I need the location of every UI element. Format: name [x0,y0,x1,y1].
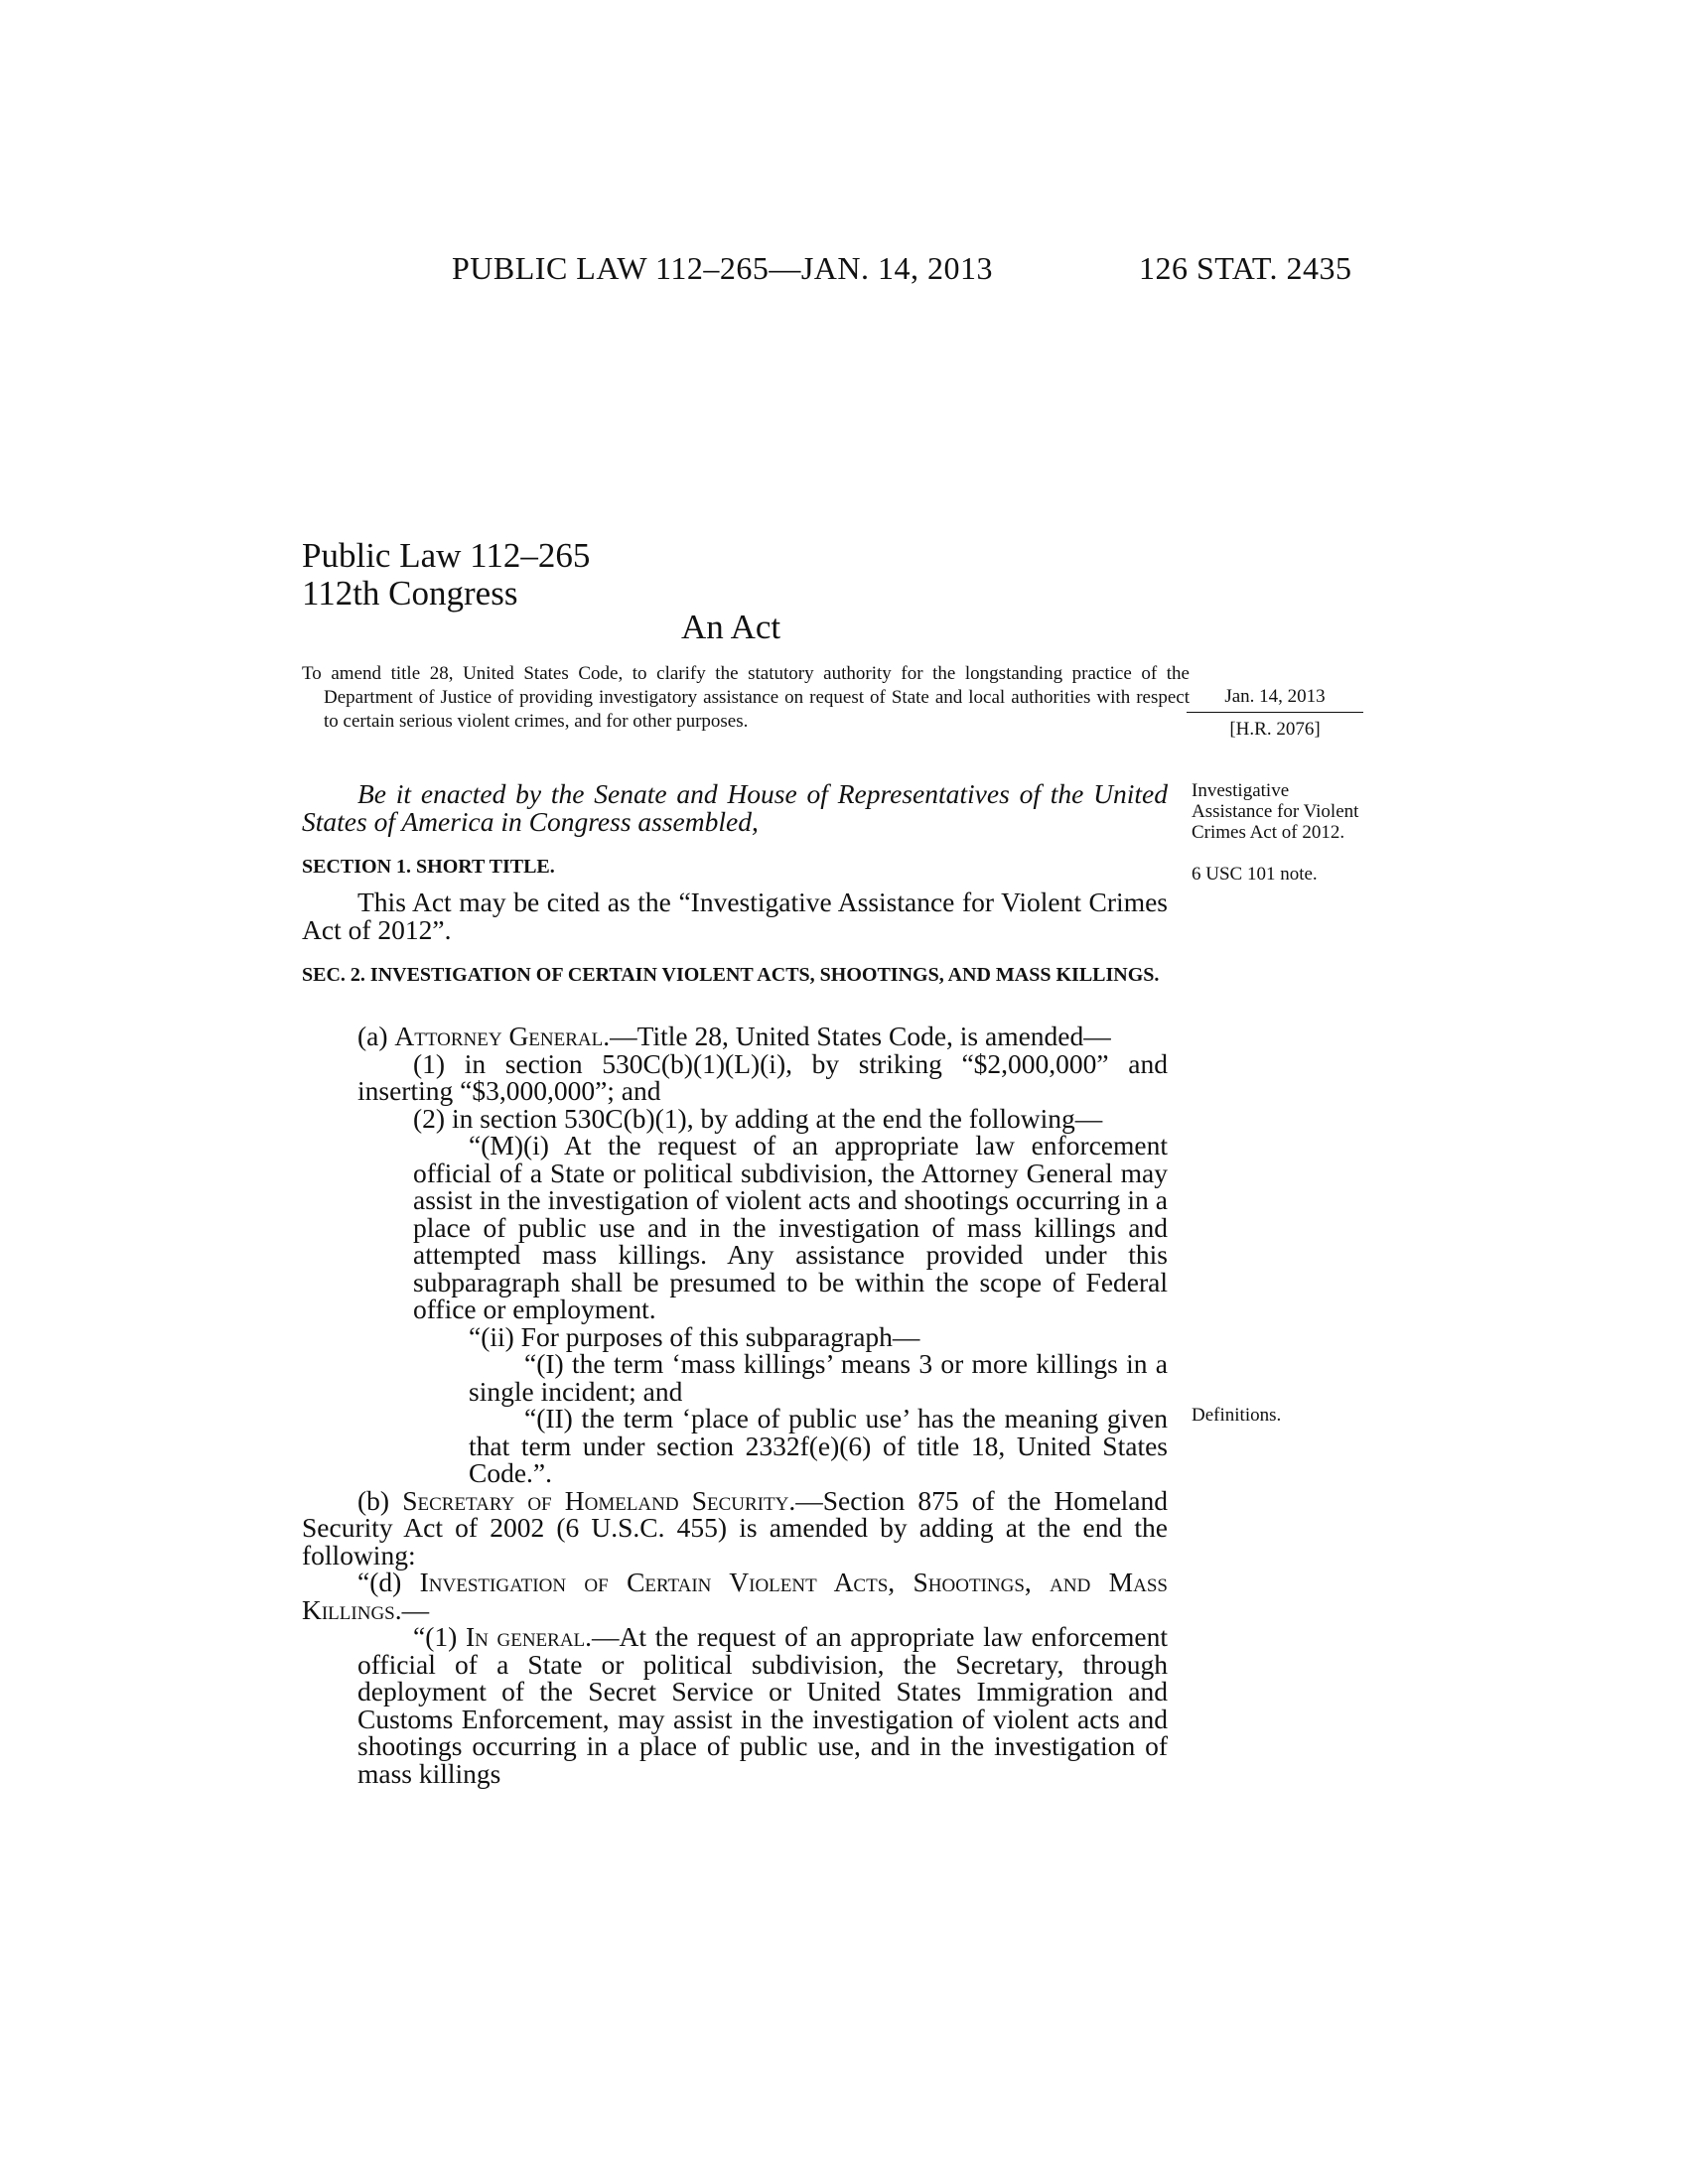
subclause-II: “(II) the term ‘place of public use’ has the meaning given that term under section 2332f(e)(6) of title 18, United States Code.”. [469,1403,1168,1488]
subsection-d-title: Investigation of Certain Violent Acts, Shootings, and Mass Killings [302,1567,1168,1625]
subsection-b-number: (b) [357,1484,403,1516]
subsection-a-text: .—Title 28, United States Code, is amended— [603,1021,1111,1051]
subsection-d-end: .— [394,1593,430,1625]
congress: 112th Congress [302,574,518,613]
subsection-a-number: (a) [357,1021,395,1051]
paragraph-d1-text: .—At the request of an appropriate law enforcement official of a State or political subdivision, the Secretary, through deployment of the Secret Service or United States Immigration and Customs Enforcement, may assist in the investigation of violent acts and shootings occurring in a place of public use, and in the investigation of mass killings [357,1621,1168,1789]
paragraph-d1-title: In general [465,1621,586,1652]
subparagraph-m-i: “(M)(i) At the request of an appropriate law enforcement official of a State or political subdivision, the Attorney General may assist in the investigation of violent acts and shootings occurring in a place of public use and in the investigation of mass killings and attempted mass killings. Any assistance provided under this subparagraph shall be presumed to be within the scope of Federal office or employment. [413,1130,1168,1324]
paragraph-a2: (2) in section 530C(b)(1), by adding at the end the following— [413,1102,1103,1134]
purpose-clause: To amend title 28, United States Code, to clarify the statutory authority for the longstanding practice of the Department of Justice of providing investigatory assistance on request of State and local authorities with respect to certain serious violent crimes, and for other purposes. [302,663,1190,732]
section1-heading: SECTION 1. SHORT TITLE. [302,856,555,878]
subsection-b-text: .—Section 875 of the Homeland Security Act of 2002 (6 U.S.C. 455) is amended by adding at the end the following: [302,1484,1169,1570]
subsection-a [302,1023,1168,1050]
subsection-d-number: “(d) [357,1567,420,1597]
margin-date-block [1187,685,1363,742]
section2-body [302,1023,1168,1787]
running-title: PUBLIC LAW 112–265—JAN. 14, 2013 [452,250,993,286]
paragraph-d1 [357,1623,1168,1787]
subsection-b-title: Secretary of Homeland Security [402,1484,789,1516]
margin-definitions-note: Definitions. [1192,1405,1282,1426]
stat-page-number: 126 STAT. 2435 [1139,250,1352,286]
margin-date: Jan. 14, 2013 [1187,685,1363,713]
subsection-a-title: Attorney General [394,1021,604,1051]
paragraph-a1: (1) in section 530C(b)(1)(L)(i), by striking “$2,000,000” and inserting “$3,000,000”; and [357,1047,1168,1106]
enacting-clause: Be it enacted by the Senate and House of Representatives of the United States of America in Congress assembled, [302,778,1168,837]
act-heading: An Act [681,608,781,646]
subsection-d [302,1569,1168,1623]
law-number: Public Law 112–265 [302,536,591,575]
margin-usc-note: 6 USC 101 note. [1192,864,1318,885]
paragraph-d1-number: “(1) [413,1621,466,1652]
subclause-I: “(I) the term ‘mass killings’ means 3 or more killings in a single incident; and [469,1348,1168,1407]
section1-text: This Act may be cited as the “Investigative Assistance for Violent Crimes Act of 2012”. [302,887,1168,945]
subsection-b [302,1484,1169,1570]
section2-heading: SEC. 2. INVESTIGATION OF CERTAIN VIOLENT ACTS, SHOOTINGS, AND MASS KILLINGS. [302,964,1160,986]
margin-bill-number: [H.R. 2076] [1229,719,1321,740]
margin-short-title-note: Investigative Assistance for Violent Crimes Act of 2012. [1192,780,1359,843]
clause-m-ii: “(ii) For purposes of this subparagraph— [469,1320,920,1352]
